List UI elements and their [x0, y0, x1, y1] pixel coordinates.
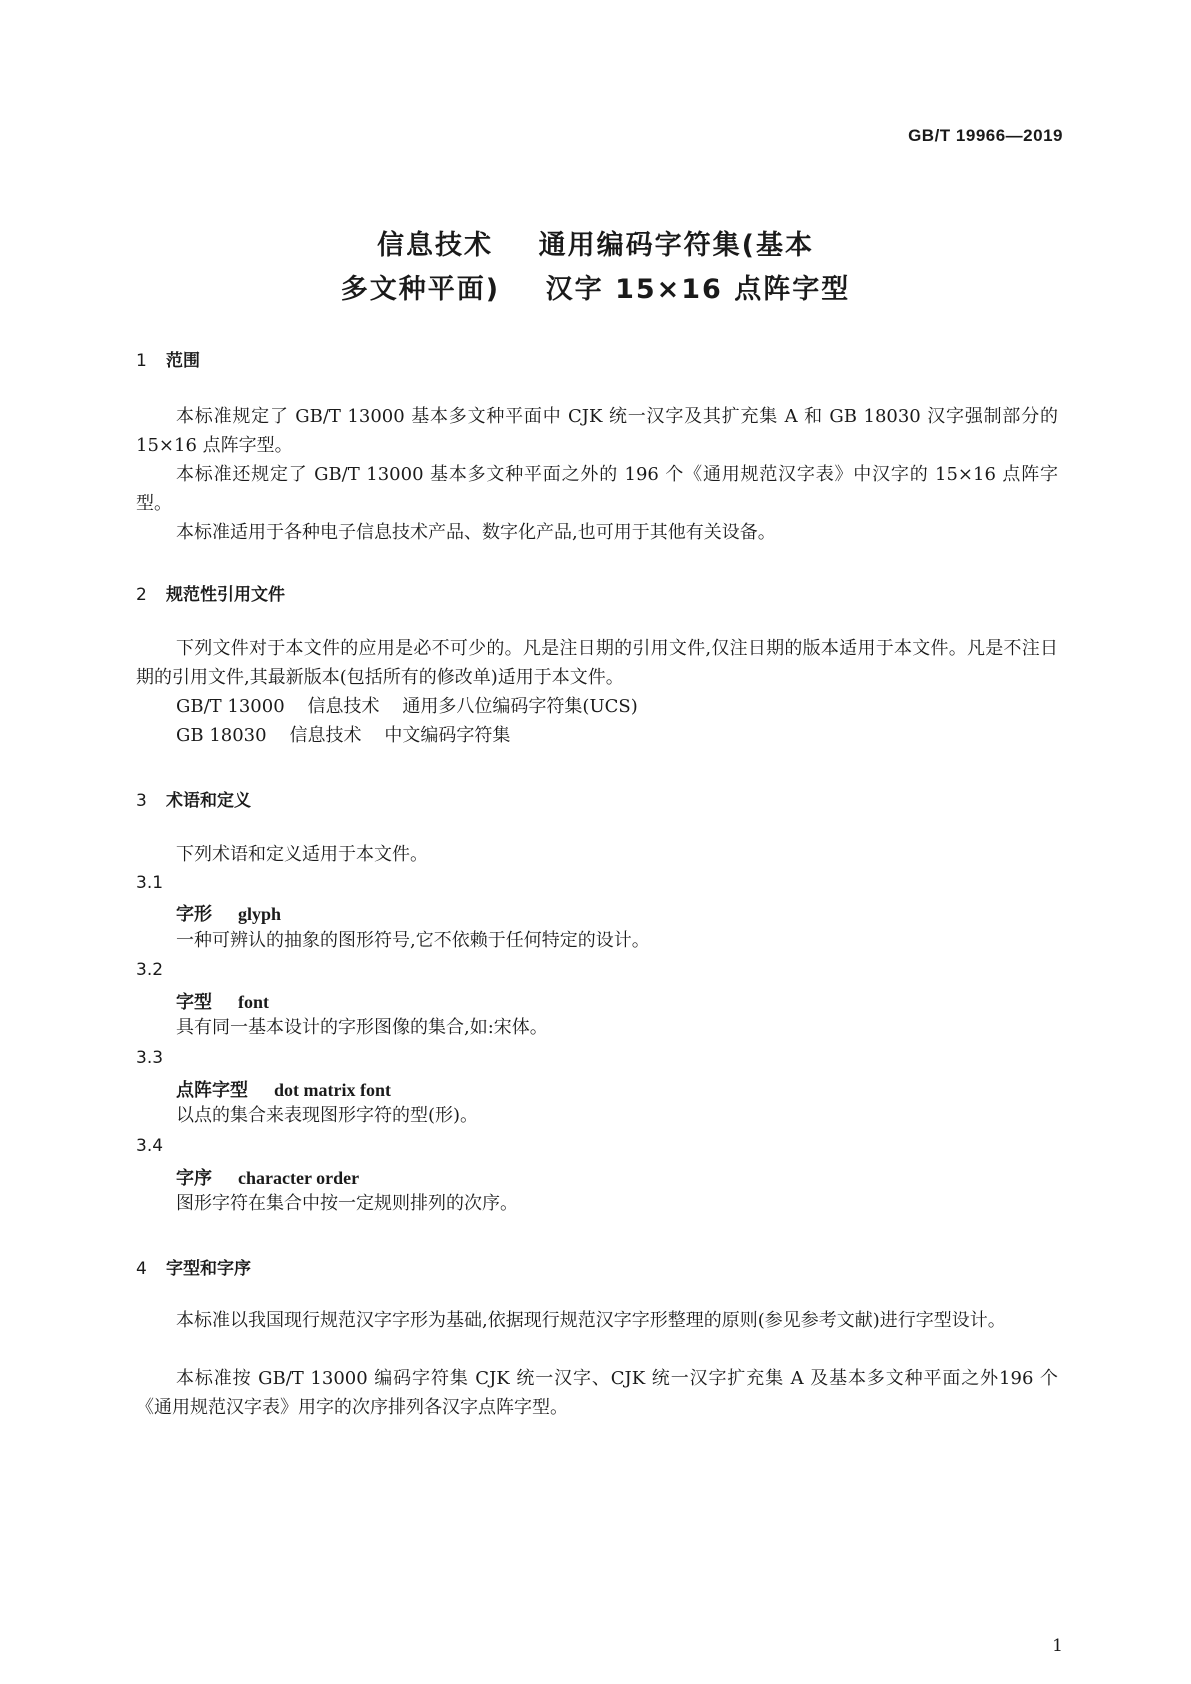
section-3-heading: [136, 786, 251, 811]
term-name: [176, 900, 281, 926]
term-number: 3.4: [136, 1136, 164, 1156]
term-name-zh: 点阵字型: [176, 1080, 248, 1101]
section-1-paragraph-3: 本标准适用于各种电子信息技术产品、数字化产品,也可用于其他有关设备。: [176, 522, 776, 543]
normative-reference-1: GB/T 13000 信息技术 通用多八位编码字符集(UCS): [176, 696, 638, 717]
page-number: 1: [1052, 1636, 1063, 1656]
term-number: 3.1: [136, 873, 164, 893]
section-1-paragraph-2: 本标准还规定了 GB/T 13000 基本多文种平面之外的 196 个《通用规范汉字表》中汉字的 15×16 点阵字型。: [136, 464, 1058, 514]
term-name: [176, 988, 269, 1014]
section-number: 1: [136, 351, 147, 371]
standard-code: GB/T 19966—2019: [908, 126, 1063, 145]
document-title: [0, 224, 1191, 312]
term-name-en: font: [238, 992, 269, 1012]
term-name: [176, 1076, 391, 1102]
term-name: [176, 1164, 359, 1190]
section-4-paragraph-2: 本标准按 GB/T 13000 编码字符集 CJK 统一汉字、CJK 统一汉字扩充集 A 及基本多文种平面之外196 个《通用规范汉字表》用字的次序排列各汉字点阵字型。: [136, 1368, 1058, 1418]
normative-reference-2: GB 18030 信息技术 中文编码字符集: [176, 725, 511, 746]
term-name-en: character order: [238, 1168, 360, 1188]
term-definition: 以点的集合来表现图形字符的型(形)。: [176, 1105, 479, 1126]
term-number: 3.2: [136, 960, 164, 980]
section-title: 字型和字序: [166, 1259, 251, 1279]
term-name-zh: 字形: [176, 904, 212, 925]
section-number: 3: [136, 791, 147, 811]
title-line-1: 信息技术 通用编码字符集(基本: [377, 230, 814, 261]
term-definition: 具有同一基本设计的字形图像的集合,如:宋体。: [176, 1017, 548, 1038]
section-1-paragraph-1: 本标准规定了 GB/T 13000 基本多文种平面中 CJK 统一汉字及其扩充集 A 和 GB 18030 汉字强制部分的 15×16 点阵字型。: [136, 406, 1058, 456]
section-1-heading: [136, 346, 200, 371]
term-name-en: dot matrix font: [274, 1080, 391, 1100]
section-2-paragraph-1: 下列文件对于本文件的应用是必不可少的。凡是注日期的引用文件,仅注日期的版本适用于本文件。凡是不注日期的引用文件,其最新版本(包括所有的修改单)适用于本文件。: [136, 638, 1058, 688]
term-name-zh: 字型: [176, 992, 212, 1013]
term-name-zh: 字序: [176, 1168, 212, 1189]
section-4-heading: [136, 1254, 251, 1279]
section-number: 4: [136, 1259, 147, 1279]
section-3-intro: 下列术语和定义适用于本文件。: [176, 844, 428, 865]
section-number: 2: [136, 585, 147, 605]
section-title: 范围: [166, 351, 200, 371]
term-number: 3.3: [136, 1048, 164, 1068]
section-2-heading: [136, 580, 285, 605]
section-title: 术语和定义: [166, 791, 251, 811]
term-name-en: glyph: [238, 904, 282, 924]
term-definition: 一种可辨认的抽象的图形符号,它不依赖于任何特定的设计。: [176, 930, 650, 951]
section-4-paragraph-1: 本标准以我国现行规范汉字字形为基础,依据现行规范汉字字形整理的原则(参见参考文献)进行字型设计。: [176, 1310, 1006, 1331]
title-line-2: 多文种平面) 汉字 15×16 点阵字型: [340, 274, 851, 305]
term-definition: 图形字符在集合中按一定规则排列的次序。: [176, 1193, 518, 1214]
section-title: 规范性引用文件: [166, 585, 285, 605]
